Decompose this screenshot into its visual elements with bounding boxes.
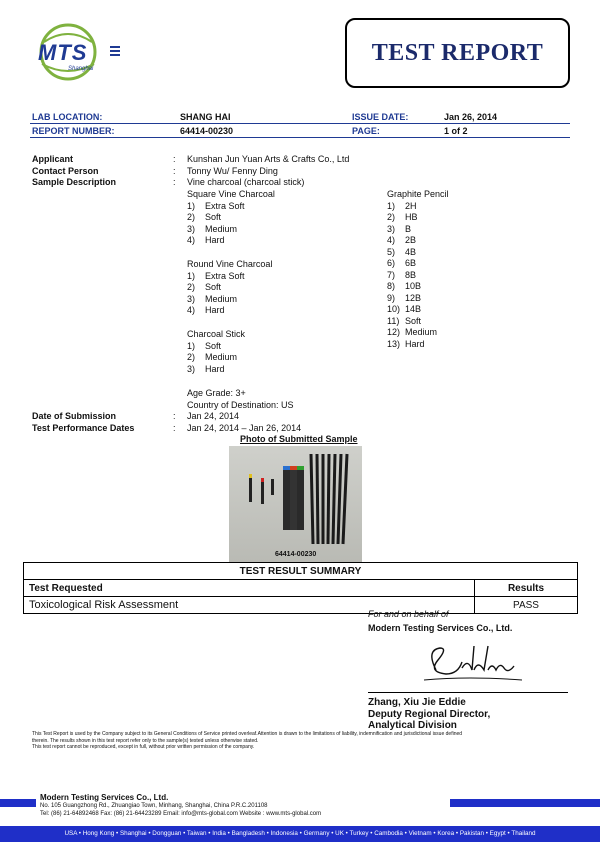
list-item [187, 224, 275, 236]
sample-value: Vine charcoal (charcoal stick) [187, 177, 305, 187]
issue-date-value: Jan 26, 2014 [444, 112, 498, 122]
applicant-label: Applicant [32, 154, 74, 164]
group-title: Square Vine Charcoal [187, 189, 275, 199]
item-number: 2) [387, 212, 396, 222]
item-text: Hard [405, 338, 425, 349]
destination: Country of Destination: US [187, 399, 294, 410]
colon: : [173, 165, 176, 176]
contact-value: Tonny Wu/ Fenny Ding [187, 165, 278, 176]
signatory-division: Analytical Division [368, 720, 457, 731]
page-value: 1 of 2 [444, 126, 468, 136]
age-destination [187, 388, 294, 411]
behalf-text: For and on behalf of [368, 609, 449, 619]
disclaimer-line: This test report cannot be reproduced, except in full, without prior written permission of the company. [32, 744, 255, 750]
sample-photo [229, 446, 362, 563]
table-row [24, 597, 578, 614]
contact-label: Contact Person [32, 165, 99, 176]
item-number: 1) [187, 270, 196, 281]
info-labels [32, 154, 116, 189]
item-text: Soft [205, 212, 222, 222]
info-values [187, 154, 349, 189]
item-text: 14B [405, 304, 422, 314]
page-label: PAGE: [352, 126, 380, 136]
square-vine-group [187, 189, 275, 247]
col-test-requested: Test Requested [24, 580, 475, 597]
photo-caption: 64414-00230 [275, 551, 317, 558]
item-text: Extra Soft [205, 270, 245, 281]
logo-subtext: Shanghai [68, 66, 94, 72]
round-vine-group [187, 259, 272, 317]
list-item [387, 304, 449, 316]
date-labels [32, 411, 134, 434]
item-text: 2B [405, 235, 417, 245]
mts-logo [28, 22, 123, 82]
logo-text: MTS [38, 40, 88, 65]
item-text: Soft [205, 340, 222, 351]
footer-stripe-right [450, 799, 600, 807]
list-item [387, 270, 449, 282]
disclaimer-line: therein. The results shown in this test report refer only to the sample(s) tested unless otherwise stated. [32, 737, 259, 744]
item-number: 5) [387, 246, 396, 257]
group-title: Charcoal Stick [187, 329, 246, 339]
list-item [387, 258, 449, 270]
item-text: 8B [405, 269, 417, 280]
list-item [187, 201, 275, 213]
item-text: Medium [405, 327, 438, 337]
signatory-role: Deputy Regional Director, [368, 708, 491, 720]
footer-stripe-left [0, 799, 36, 807]
item-number: 3) [187, 223, 196, 234]
submission-label: Date of Submission [32, 411, 117, 421]
sample-label: Sample Description [32, 177, 117, 187]
date-colons [173, 411, 176, 434]
signature-line [368, 692, 568, 693]
test-name: Toxicological Risk Assessment [24, 597, 475, 614]
colon: : [173, 411, 176, 421]
item-number: 13) [387, 338, 401, 349]
item-text: Extra Soft [205, 200, 245, 211]
footer-company: Modern Testing Services Co., Ltd. [40, 793, 169, 802]
item-number: 4) [187, 305, 196, 315]
list-item [387, 247, 449, 259]
item-number: 4) [387, 235, 396, 245]
summary-title: TEST RESULT SUMMARY [24, 563, 578, 580]
report-number-value: 64414-00230 [180, 126, 234, 136]
footer-contact: Tel: (86) 21-64892468 Fax: (86) 21-64423289 Email: info@mts-global.com Website : www.mts-global.com [40, 811, 322, 817]
item-text: Medium [205, 352, 238, 362]
page-title: TEST REPORT [371, 39, 544, 66]
item-text: 12B [405, 292, 422, 303]
item-text: Hard [205, 235, 225, 245]
list-item [387, 224, 449, 236]
test-result-summary [23, 562, 578, 614]
list-item [387, 327, 449, 339]
divider [30, 137, 570, 138]
item-text: 6B [405, 258, 417, 268]
col-results: Results [475, 580, 578, 597]
date-values [187, 411, 301, 434]
issue-date-label: ISSUE DATE: [352, 112, 409, 122]
item-number: 8) [387, 281, 396, 291]
colon: : [173, 154, 176, 164]
divider [30, 123, 570, 124]
item-text: 4B [405, 246, 417, 257]
item-number: 3) [387, 223, 396, 234]
footer-address: No. 105 Guangzhong Rd., Zhuangiao Town, Minhang, Shanghai, China P.R.C.201108 [40, 803, 268, 809]
group-title: Graphite Pencil [387, 189, 449, 199]
item-text: 2H [405, 200, 417, 211]
item-number: 2) [187, 282, 196, 292]
list-item [187, 212, 275, 224]
lab-location-label: LAB LOCATION: [32, 112, 103, 122]
list-item [387, 339, 449, 351]
item-number: 10) [387, 304, 401, 314]
list-item [387, 316, 449, 328]
item-number: 2) [187, 352, 196, 362]
item-text: Medium [205, 223, 238, 234]
item-number: 7) [387, 269, 396, 280]
item-number: 3) [187, 293, 196, 304]
item-number: 11) [387, 315, 400, 326]
item-text: Soft [205, 282, 222, 292]
list-item [387, 281, 449, 293]
item-text: B [405, 223, 412, 234]
title-box [345, 18, 570, 88]
sample-photo-image [229, 446, 362, 563]
charcoal-stick-group [187, 329, 245, 375]
colon: : [173, 422, 176, 433]
footer-locations-bar [0, 826, 600, 842]
list-item [187, 352, 245, 364]
signatory-name: Zhang, Xiu Jie Eddie [368, 697, 466, 708]
item-text: Soft [405, 315, 422, 326]
item-number: 1) [187, 200, 196, 211]
disclaimer-line: This Test Report is used by the Company subject to its General Conditions of Service printed overleaf.Attention is drawn to the limitations of liability, indemnification and jurisdictional issue defined [32, 731, 463, 737]
lab-location-value: SHANG HAI [180, 112, 231, 122]
item-number: 9) [387, 292, 396, 303]
list-item [387, 201, 449, 213]
list-item [187, 235, 275, 247]
item-text: Hard [205, 363, 225, 374]
test-result: PASS [475, 597, 578, 614]
list-item [387, 293, 449, 305]
colon: : [173, 177, 176, 187]
list-item [187, 341, 245, 353]
performance-value: Jan 24, 2014 – Jan 26, 2014 [187, 422, 302, 433]
footer-locations: USA • Hong Kong • Shanghai • Dongguan • Taiwan • India • Bangladesh • Indonesia • Germany • UK • Turkey • Cambodia • Vietnam • Korea • Pakistan • Egypt • Thailand [64, 830, 536, 837]
group-title: Round Vine Charcoal [187, 259, 273, 269]
signature-company: Modern Testing Services Co., Ltd. [368, 623, 513, 633]
item-text: HB [405, 212, 418, 222]
list-item [187, 294, 272, 306]
item-number: 1) [187, 340, 196, 351]
item-text: 10B [405, 281, 422, 291]
item-text: Medium [205, 293, 238, 304]
item-number: 12) [387, 327, 401, 337]
age-grade: Age Grade: 3+ [187, 388, 246, 398]
signature-icon [418, 640, 528, 685]
list-item [187, 305, 272, 317]
list-item [387, 212, 449, 224]
item-number: 2) [187, 212, 196, 222]
submission-value: Jan 24, 2014 [187, 411, 240, 421]
handwritten-signature [418, 640, 528, 690]
item-number: 6) [387, 258, 396, 268]
list-item [187, 364, 245, 376]
item-number: 3) [187, 363, 196, 374]
list-item [187, 282, 272, 294]
item-number: 1) [387, 200, 396, 211]
item-text: Hard [205, 305, 225, 315]
signatory [368, 697, 490, 732]
item-number: 4) [187, 235, 196, 245]
graphite-group [387, 189, 449, 350]
list-item [387, 235, 449, 247]
performance-label: Test Performance Dates [32, 422, 135, 433]
disclaimer [32, 731, 572, 751]
list-item [187, 271, 272, 283]
info-colons [173, 154, 176, 189]
applicant-value: Kunshan Jun Yuan Arts & Crafts Co., Ltd [187, 154, 350, 164]
report-number-label: REPORT NUMBER: [32, 126, 115, 136]
photo-title: Photo of Submitted Sample [240, 434, 358, 444]
